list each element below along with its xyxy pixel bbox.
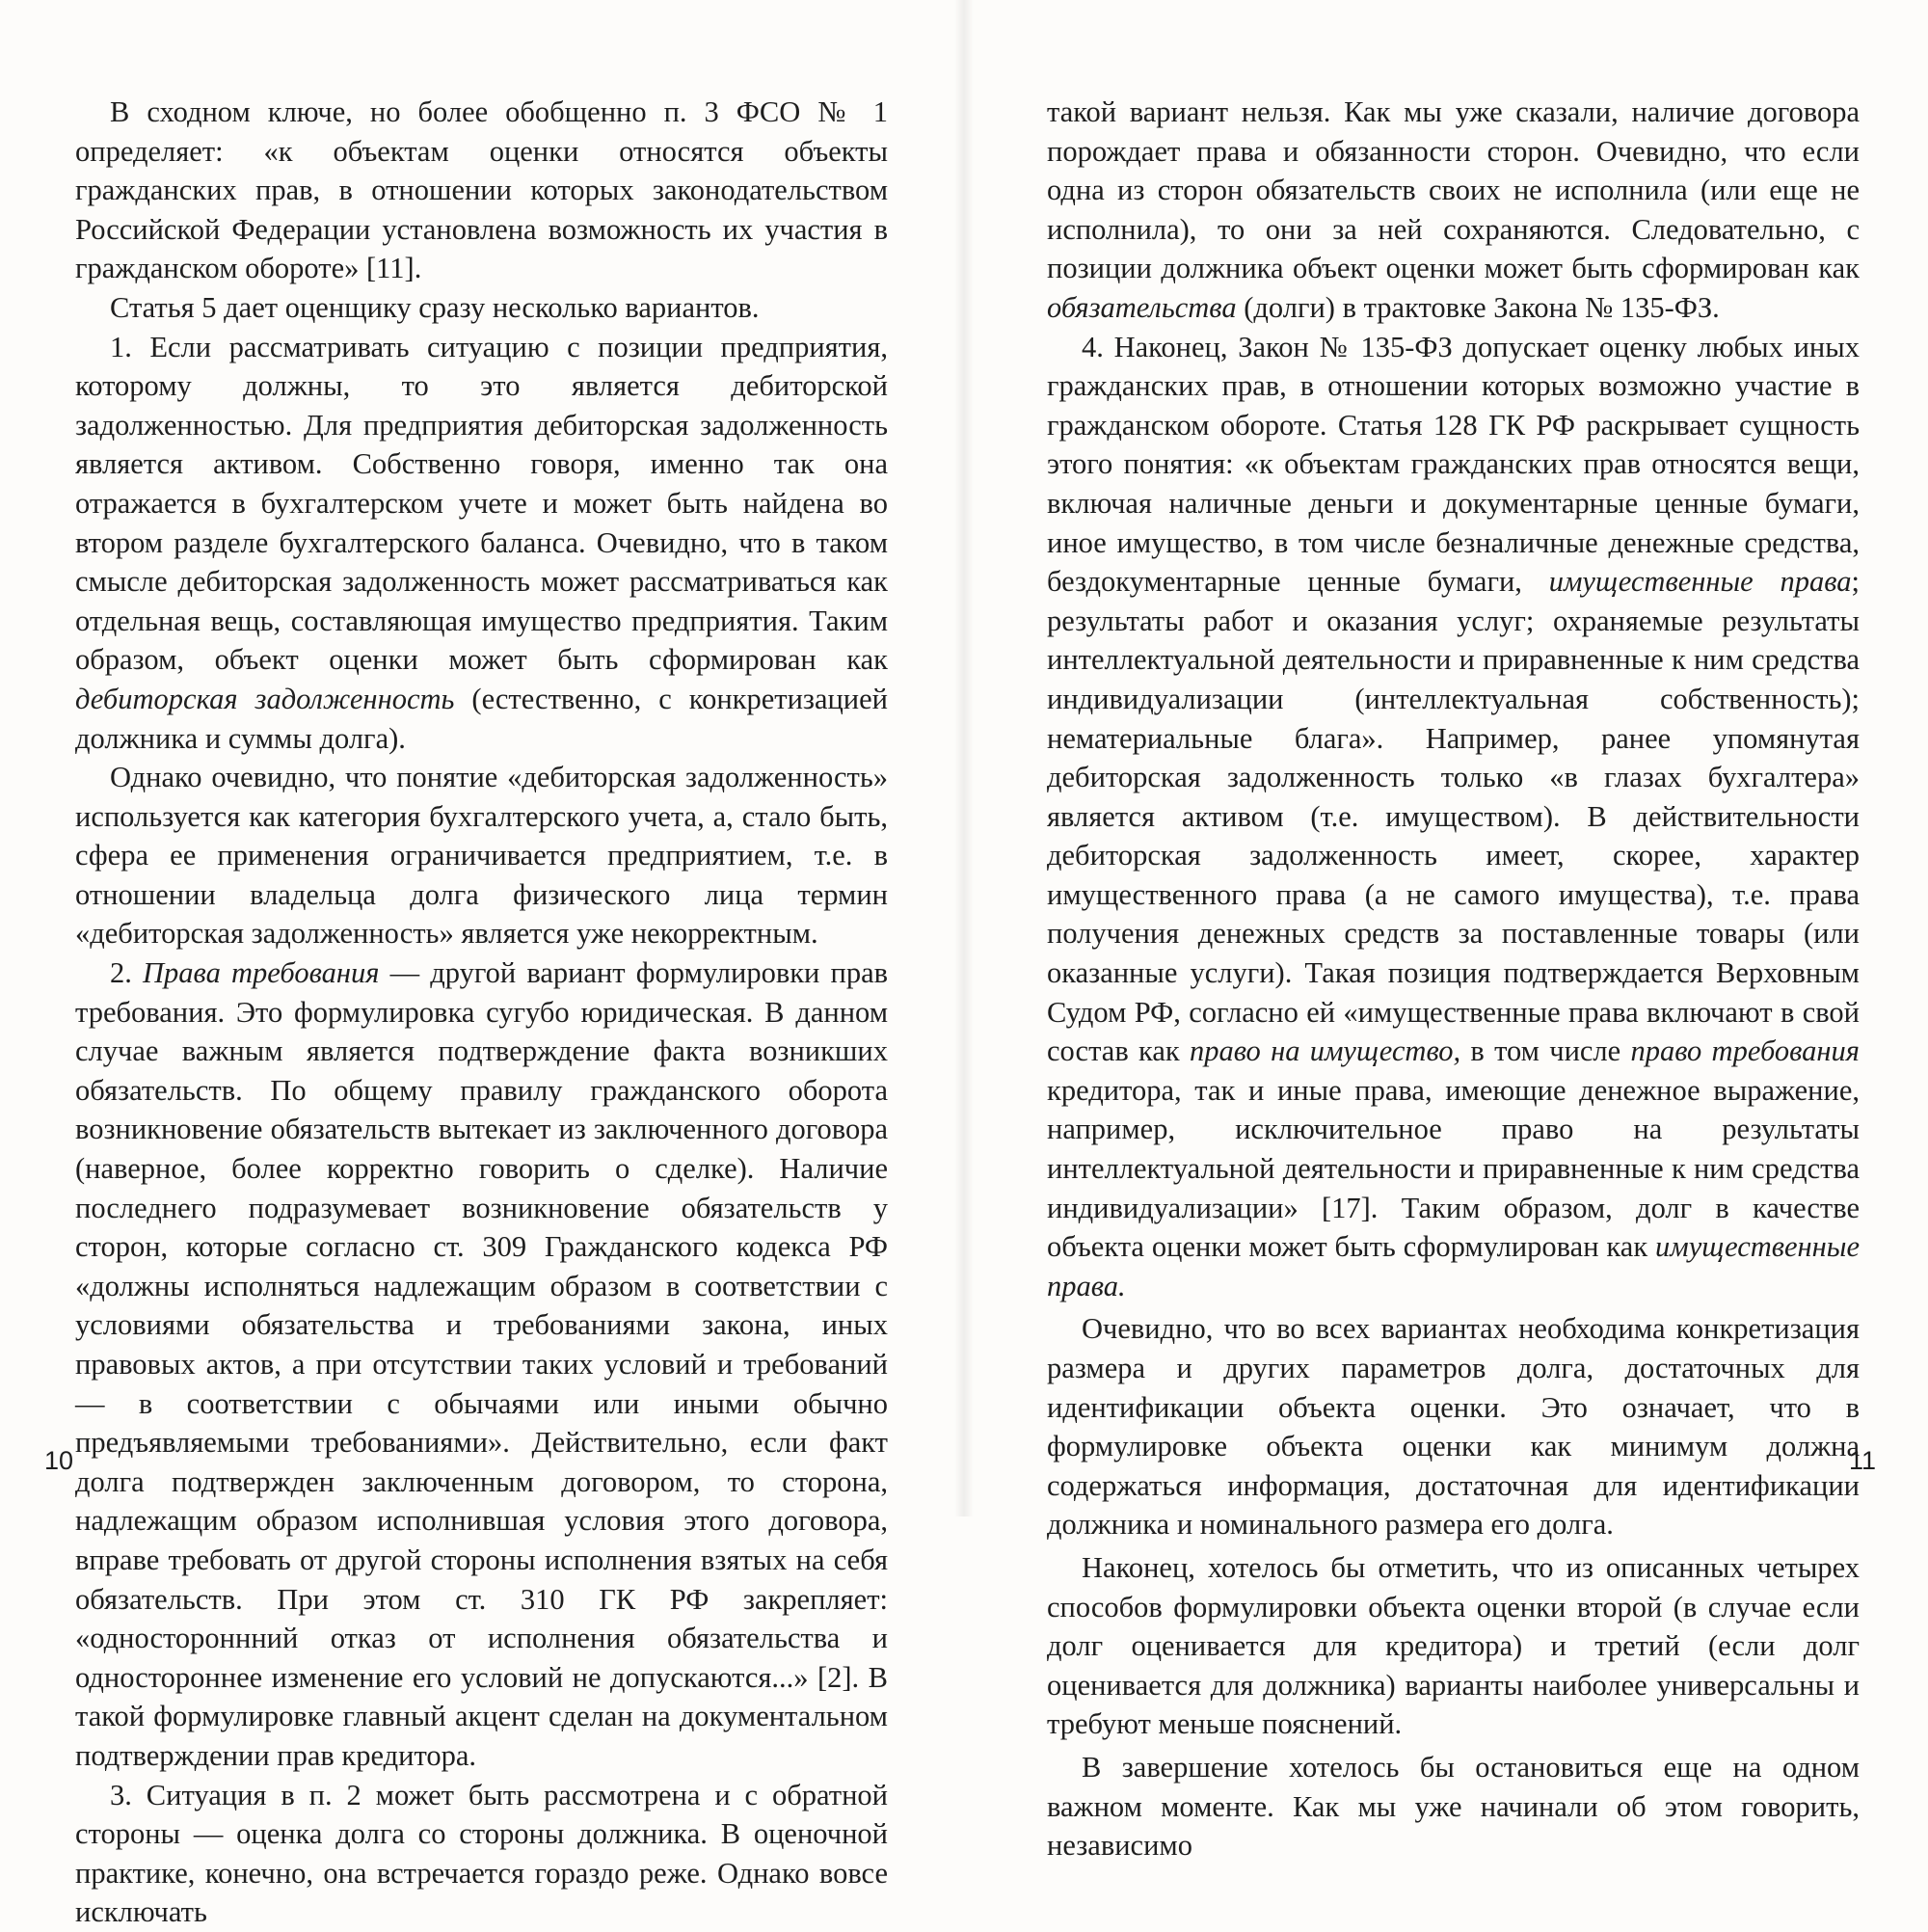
paragraph: [75, 953, 888, 1775]
italic-text: Права требования: [143, 956, 380, 990]
paragraph: [75, 1776, 888, 1932]
text-segment: В завершение хотелось бы остановиться еще на одном важном моменте. Как мы уже начинали об этом говорить, независимо: [1047, 1750, 1860, 1863]
text-segment: Однако очевидно, что понятие «дебиторская задолженность» используется как категория бухгалтерского учета, а, стало быть, сфера ее применения ограничивается предприятием, т.е. в отношении владельца долга физического лица термин «дебиторская задолженность» является уже некорректным.: [75, 761, 888, 951]
text-segment: (естественно, с конкретизацией должника и суммы долга).: [75, 682, 888, 755]
italic-text: дебиторская задолженность: [75, 682, 455, 715]
text-segment: (долги) в трактовке Закона № 135-ФЗ.: [1236, 290, 1720, 324]
right-page: [964, 0, 1928, 1863]
paragraph: [75, 758, 888, 953]
text-segment: кредитора, так и иные права, имеющие денежное выражение, например, исключительное право на результаты интеллектуальной деятельности и приравненные к ним средства индивидуализации» [17]. Таким образом, долг в качестве объекта оценки может быть сформулирован как: [1047, 1073, 1860, 1264]
text-segment: В сходном ключе, но более обобщенно п. 3 ФСО № 1 определяет: «к объектам оценки относятся объекты гражданских прав, в отношении которых законодательством Российской Федерации установлена возможность их участия в гражданском обороте» [11].: [75, 95, 888, 285]
italic-text: право на имущество,: [1189, 1034, 1461, 1068]
text-segment: в том числе: [1460, 1034, 1631, 1068]
paragraph: [75, 93, 888, 288]
text-segment: 1. Если рассматривать ситуацию с позиции предприятия, которому должны, то это является дебиторской задолженностью. Для предприятия дебиторская задолженность является активом. Собственно говоря, именно так она отражается в бухгалтерском учете и может быть найдена во втором разделе бухгалтерского баланса. Очевидно, что в таком смысле дебиторская задолженность может рассматриваться как отдельная вещь, составляющая имущество предприятия. Таким образом, объект оценки может быть сформирован как: [75, 330, 888, 677]
text-segment: такой вариант нельзя. Как мы уже сказали, наличие договора порождает права и обязанности сторон. Очевидно, что если одна из сторон обязательств своих не исполнила (или еще не исполнила), то они за ней сохраняются. Следовательно, с позиции должника объект оценки может быть сформирован как: [1047, 95, 1860, 285]
paragraph: [75, 288, 888, 328]
paragraph: [1047, 328, 1860, 1306]
text-segment: ; результаты работ и оказания услуг; охраняемые результаты интеллектуальной деятельности и приравненные к ним средства индивидуализации (интеллектуальная собственность); нематериальные блага». Например, ранее упомянутая дебиторская задолженность только «в глазах бухгалтера» является активом (т.е. имуществом). В действительности дебиторская задолженность имеет, скорее, характер имущественного права (а не самого имущества), т.е. права получения денежных средств за поставленные товары (или оказанные услуги). Такая позиция подтверждается Верховным Судом РФ, согласно ей «имущественные права включают в свой состав как: [1047, 565, 1860, 1068]
text-segment: 2.: [110, 956, 144, 990]
paragraph: [1047, 1548, 1860, 1744]
left-page: [0, 0, 964, 1929]
right-page-number: 11: [1848, 1446, 1876, 1475]
paragraph: [1047, 1309, 1860, 1544]
paragraph: [1047, 93, 1860, 328]
left-page-number: 10: [44, 1446, 74, 1475]
left-text-column: [75, 93, 888, 1932]
right-text-column: [1047, 93, 1860, 1865]
italic-text: имущественные права: [1548, 565, 1852, 599]
text-segment: — другой вариант формулировки прав требования. Это формулировка сугубо юридическая. В данном случае важным является подтверждение факта возникших обязательств. По общему правилу гражданского оборота возникновение обязательств вытекает из заключенного договора (наверное, более корректно говорить о сделке). Наличие последнего подразумевает возникновение обязательств у сторон, которые согласно ст. 309 Гражданского кодекса РФ «должны исполняться надлежащим образом в соответствии с условиями обязательства и требованиями закона, иных правовых актов, а при отсутствии таких условий и требований — в соответствии с обычаями или иными обычно предъявляемыми требованиями». Действительно, если факт долга подтвержден заключенным договором, то сторона, надлежащим образом исполнившая условия этого договора, вправе требовать от другой стороны исполнения взятых на себя обязательств. При этом ст. 310 ГК РФ закрепляет: «одностороннний отказ от исполнения обязательства и одностороннее изменение его условий не допускаются...» [2]. В такой формулировке главный акцент сделан на документальном подтверждении прав кредитора.: [75, 956, 889, 1772]
text-segment: 3. Ситуация в п. 2 может быть рассмотрена и с обратной стороны — оценка долга со стороны должника. В оценочной практике, конечно, она встречается гораздо реже. Однако вовсе исключать: [75, 1778, 888, 1929]
text-segment: Наконец, хотелось бы отметить, что из описанных четырех способов формулировки объекта оценки второй (в случае если долг оценивается для кредитора) и третий (если долг оценивается для должника) варианты наиболее универсальны и требуют меньше пояснений.: [1047, 1550, 1860, 1741]
italic-text: право требования: [1630, 1034, 1860, 1068]
paragraph: [1047, 1748, 1860, 1865]
paragraph: [75, 328, 888, 759]
italic-text: имущественные права.: [1047, 1230, 1860, 1302]
text-segment: Статья 5 дает оценщику сразу несколько вариантов.: [110, 290, 760, 324]
text-segment: 4. Наконец, Закон № 135-ФЗ допускает оценку любых иных гражданских прав, в отношении которых возможно участие в гражданском обороте. Статья 128 ГК РФ раскрывает сущность этого понятия: «к объектам гражданских прав относятся вещи, включая наличные деньги и документарные ценные бумаги, иное имущество, в том числе безналичные денежные средства, бездокументарные ценные бумаги,: [1047, 330, 1860, 599]
italic-text: обязательства: [1047, 290, 1237, 324]
text-segment: Очевидно, что во всех вариантах необходима конкретизация размера и других параметров долга, достаточных для идентификации объекта оценки. Это означает, что в формулировке объекта оценки как минимум должна содержаться информация, достаточная для идентификации должника и номинального размера его долга.: [1047, 1312, 1860, 1542]
